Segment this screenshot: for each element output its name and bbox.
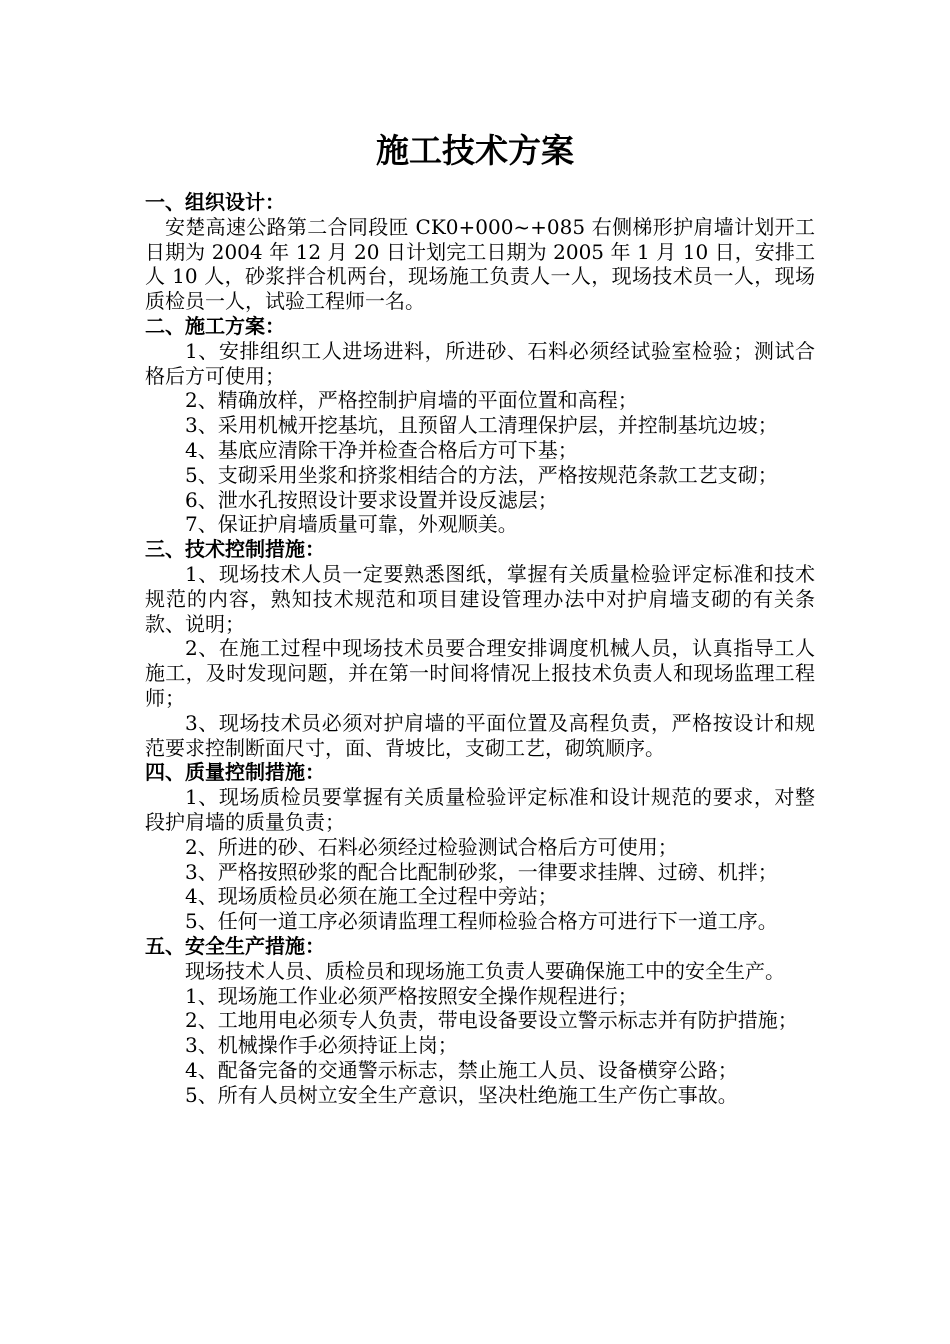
document-body: [145, 190, 815, 1107]
list-item: 3、现场技术员必须对护肩墙的平面位置及高程负责，严格按设计和规范要求控制断面尺寸，面、背坡比，支砌工艺，砌筑顺序。: [145, 710, 815, 760]
list-item: 3、严格按照砂浆的配合比配制砂浆，一律要求挂牌、过磅、机拌；: [185, 859, 778, 884]
paragraph: 现场技术人员、质检员和现场施工负责人要确保施工中的安全生产。: [185, 958, 785, 983]
list-item: 5、支砌采用坐浆和挤浆相结合的方法，严格按规范条款工艺支砌；: [185, 462, 778, 487]
paragraph: 安楚高速公路第二合同段匝 CK0+000~+085 右侧梯形护肩墙计划开工日期为 2004 年 12 月 20 日计划完工日期为 2005 年 1 月 10 日，安排工人 10 人，砂浆拌合机两台，现场施工负责人一人，现场技术员一人，现场质检员一人，试验工程师一名。: [145, 214, 815, 314]
list-item: 1、安排组织工人进场进料，所进砂、石料必须经试验室检验；测试合格后方可使用；: [145, 338, 815, 388]
document-title: 施工技术方案: [376, 131, 574, 170]
list-item: 3、采用机械开挖基坑，且预留人工清理保护层，并控制基坑边坡；: [185, 413, 778, 438]
list-item: 5、任何一道工序必须请监理工程师检验合格方可进行下一道工序。: [185, 909, 778, 934]
list-item: 1、现场施工作业必须严格按照安全操作规程进行；: [185, 983, 638, 1008]
section-heading-quality-control: 四、质量控制措施：: [145, 760, 325, 785]
list-item: 4、基底应清除干净并检查合格后方可下基；: [185, 437, 578, 462]
list-item: 6、泄水孔按照设计要求设置并设反滤层；: [185, 487, 558, 512]
section-heading-technical-control: 三、技术控制措施：: [145, 537, 325, 562]
list-item: 2、在施工过程中现场技术员要合理安排调度机械人员，认真指导工人施工，及时发现问题，并在第一时间将情况上报技术负责人和现场监理工程师；: [145, 636, 815, 710]
list-item: 1、现场技术人员一定要熟悉图纸，掌握有关质量检验评定标准和技术规范的内容，熟知技术规范和项目建设管理办法中对护肩墙支砌的有关条款、说明；: [145, 561, 815, 636]
list-item: 2、所进的砂、石料必须经过检验测试合格后方可使用；: [185, 834, 678, 859]
list-item: 1、现场质检员要掌握有关质量检验评定标准和设计规范的要求，对整段护肩墙的质量负责；: [145, 785, 815, 834]
list-item: 3、机械操作手必须持证上岗；: [185, 1033, 458, 1058]
section-heading-construction-plan: 二、施工方案：: [145, 313, 285, 338]
section-heading-organization: 一、组织设计：: [145, 190, 285, 214]
list-item: 2、精确放样，严格控制护肩墙的平面位置和高程；: [185, 388, 638, 413]
list-item: 2、工地用电必须专人负责，带电设备要设立警示标志并有防护措施；: [185, 1008, 798, 1033]
section-heading-safety: 五、安全生产措施：: [145, 933, 325, 958]
list-item: 4、配备完备的交通警示标志，禁止施工人员、设备横穿公路；: [185, 1057, 738, 1082]
list-item: 4、现场质检员必须在施工全过程中旁站；: [185, 884, 558, 909]
list-item: 5、所有人员树立安全生产意识，坚决杜绝施工生产伤亡事故。: [185, 1082, 738, 1107]
list-item: 7、保证护肩墙质量可靠，外观顺美。: [185, 512, 518, 537]
